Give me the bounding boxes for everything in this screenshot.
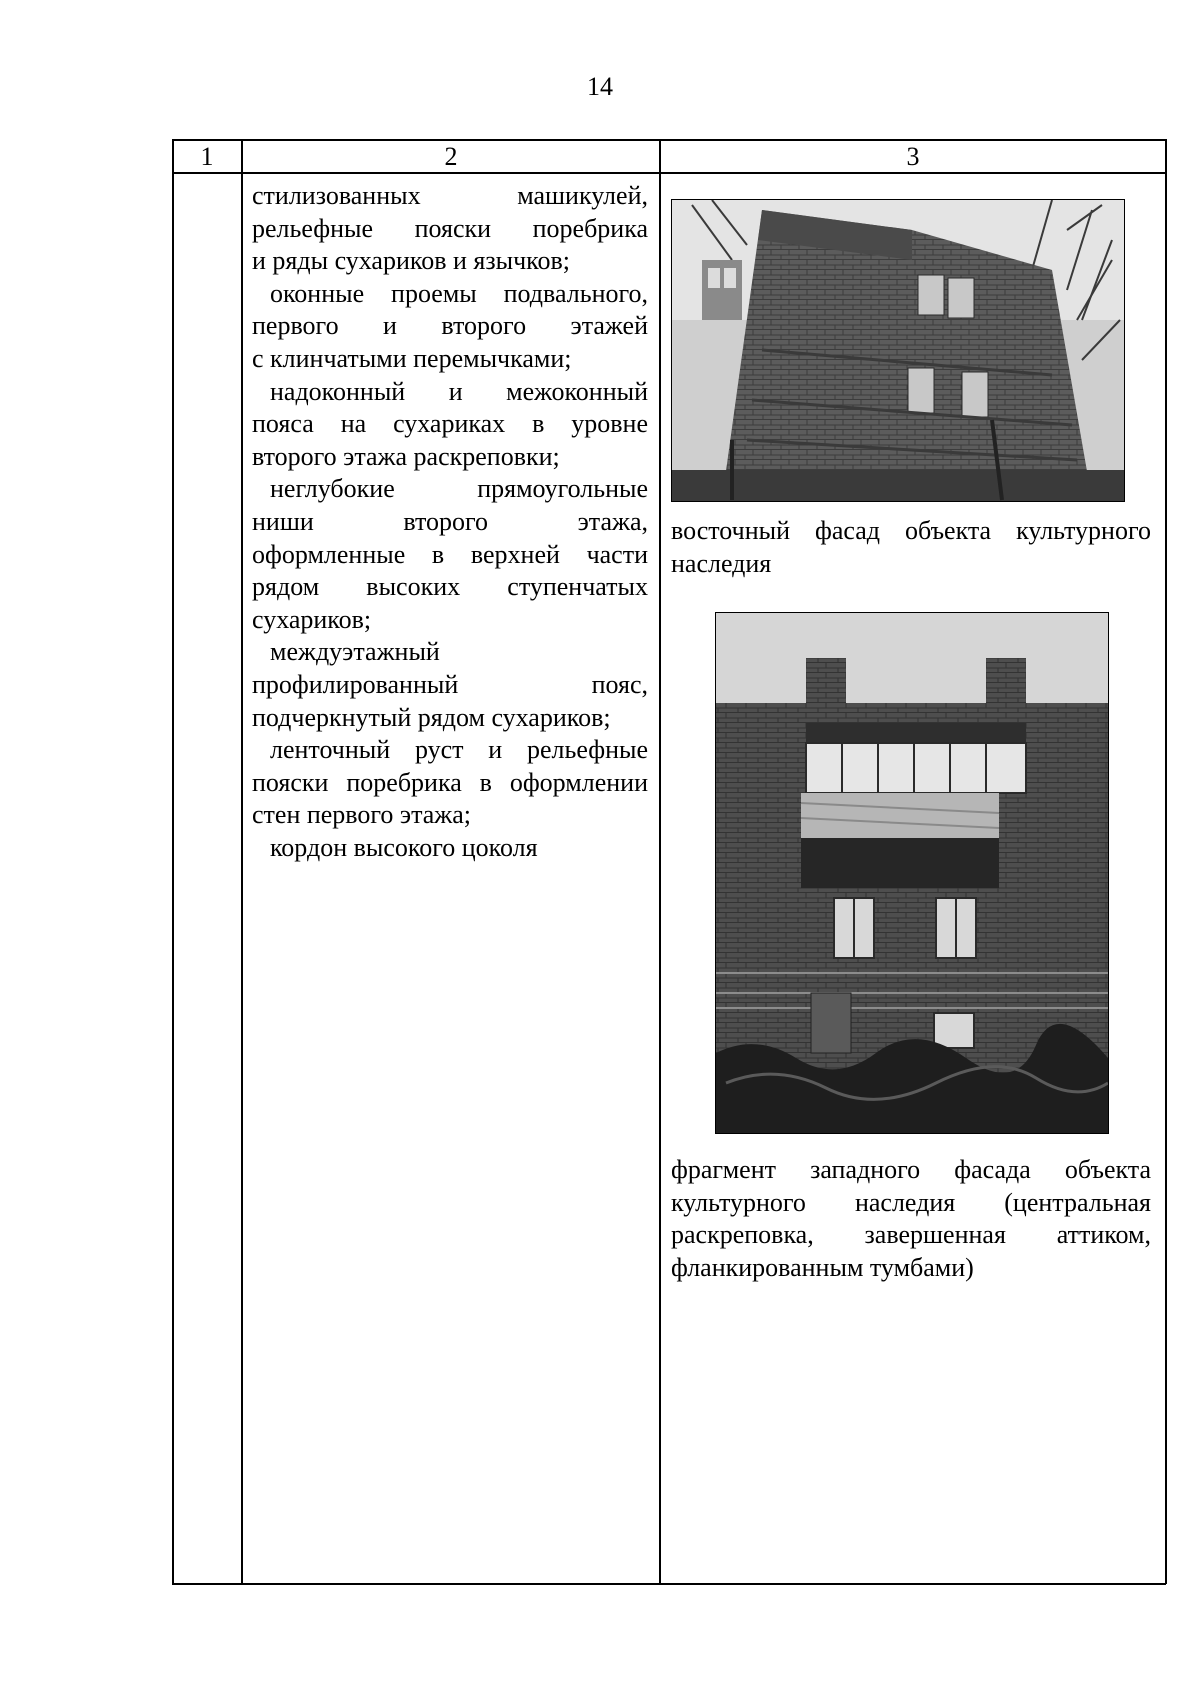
text-line: кордон высокого цоколя	[270, 832, 538, 862]
west-facade-caption: фрагмент западного фасада объекта культурного наследия (центральная раскреповка, завершенная аттиком, фланкированным тумбами)	[671, 1155, 1151, 1282]
text-line: оформленные в верхней части	[252, 539, 648, 569]
text-line: оконные проемы подвального,	[270, 278, 648, 308]
text-line: второго этажа раскреповки;	[252, 441, 560, 471]
text-line: ленточный руст и рельефные	[270, 735, 648, 765]
text-line: сухариков;	[252, 604, 372, 634]
column-divider-1	[241, 139, 243, 1584]
header-divider	[172, 172, 1166, 174]
east-facade-photo	[671, 199, 1125, 502]
west-facade-photo	[715, 612, 1109, 1134]
text-line: профилированный пояс,	[252, 669, 648, 699]
page-number: 14	[587, 72, 613, 101]
column-header-2: 2	[444, 142, 458, 171]
text-line: и ряды сухариков и язычков;	[252, 246, 570, 276]
east-facade-photo-image	[672, 200, 1124, 501]
column-divider-2	[659, 139, 661, 1584]
table-border-left	[172, 139, 174, 1584]
text-line: подчеркнутый рядом сухариков;	[252, 702, 611, 732]
table-border-bottom	[172, 1583, 1166, 1585]
text-line: стилизованных машикулей,	[252, 181, 648, 210]
east-facade-caption: восточный фасад объекта культурного наследия	[671, 516, 1151, 578]
text-line: с клинчатыми перемычками;	[252, 343, 572, 373]
text-line: ниши второго этажа,	[252, 506, 648, 536]
table-border-right	[1165, 139, 1167, 1584]
west-facade-photo-image	[716, 613, 1108, 1133]
column-header-3: 3	[906, 142, 920, 171]
text-line: рядом высоких ступенчатых	[252, 572, 648, 602]
text-line: пояса на сухариках в уровне	[252, 409, 648, 439]
text-line: пояски поребрика в оформлении	[252, 767, 648, 797]
architectural-elements-text	[252, 180, 648, 864]
text-line: неглубокие прямоугольные	[270, 474, 648, 504]
text-line: стен первого этажа;	[252, 800, 472, 830]
text-line: первого и второго этажей	[252, 311, 648, 341]
text-line: рельефные пояски поребрика	[252, 213, 648, 243]
text-line: надоконный и межоконный	[270, 376, 648, 406]
column-header-1: 1	[200, 142, 214, 171]
text-line: междуэтажный	[270, 637, 440, 667]
